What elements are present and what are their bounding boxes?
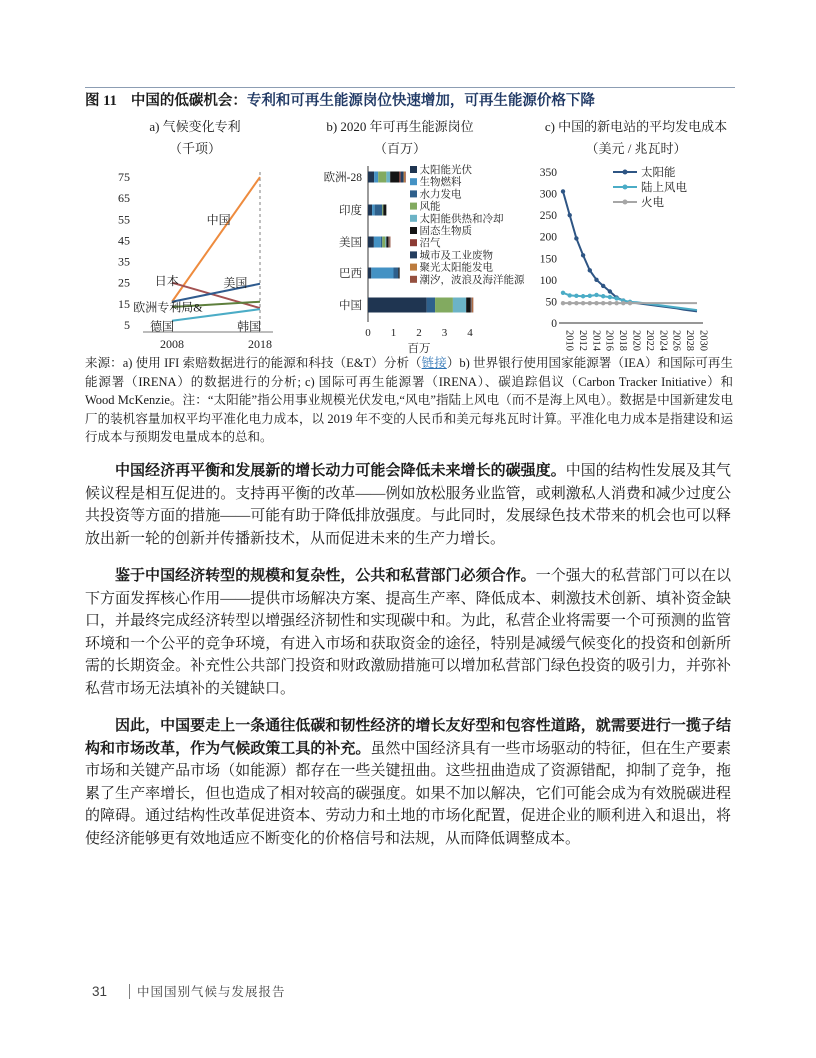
svg-text:2022: 2022 — [643, 330, 655, 351]
svg-text:55: 55 — [118, 212, 130, 227]
svg-text:2026: 2026 — [670, 330, 682, 351]
svg-text:固态生物质: 固态生物质 — [419, 226, 472, 237]
svg-text:2012: 2012 — [576, 330, 588, 351]
svg-text:韩国: 韩国 — [237, 319, 262, 334]
svg-text:城市及工业废物: 城市及工业废物 — [419, 250, 493, 262]
svg-text:美国: 美国 — [223, 275, 248, 290]
footer-divider — [129, 984, 130, 999]
svg-text:50: 50 — [545, 296, 557, 309]
figure-title-black: 中国的低碳机会： — [130, 93, 247, 109]
svg-text:35: 35 — [118, 254, 130, 269]
svg-text:聚光太阳能发电: 聚光太阳能发电 — [419, 262, 493, 274]
svg-text:25: 25 — [118, 275, 130, 290]
svg-text:2010: 2010 — [563, 330, 575, 351]
svg-text:0: 0 — [551, 318, 557, 330]
svg-text:火电: 火电 — [641, 197, 664, 209]
figure-label: 图 11 — [85, 93, 117, 109]
source-link[interactable]: 链接 — [421, 356, 447, 370]
svg-text:欧洲专利局&: 欧洲专利局& — [133, 300, 203, 315]
source-note — [85, 354, 733, 447]
svg-text:2018: 2018 — [617, 330, 629, 351]
svg-text:风能: 风能 — [419, 201, 441, 213]
generation-cost-line-chart — [525, 146, 737, 366]
page-number: 31 — [92, 983, 108, 999]
source-note-prefix: 来源：a) 使用 IFI 索赔数据进行的能源和科技（E&T）分析（ — [85, 356, 422, 370]
svg-text:潮汐，波浪及海洋能源: 潮汐，波浪及海洋能源 — [419, 274, 525, 286]
svg-text:3: 3 — [441, 327, 448, 339]
svg-text:欧洲-28: 欧洲-28 — [323, 172, 362, 184]
svg-text:2008: 2008 — [160, 337, 184, 351]
svg-text:350: 350 — [539, 167, 557, 179]
svg-text:300: 300 — [539, 188, 557, 201]
svg-text:陆上风电: 陆上风电 — [641, 182, 687, 194]
paragraph-1 — [85, 460, 731, 550]
svg-text:250: 250 — [539, 210, 557, 223]
svg-text:2030: 2030 — [697, 330, 709, 351]
figure-heading — [85, 92, 735, 110]
body-text — [85, 460, 731, 865]
svg-text:2014: 2014 — [590, 330, 602, 351]
svg-text:2024: 2024 — [657, 330, 669, 351]
svg-text:15: 15 — [118, 296, 130, 311]
chart-c-title-line: c) 中国的新电站的平均发电成本 — [544, 119, 728, 134]
paragraph-2-lead: 鉴于中国经济转型的规模和复杂性，公共和私营部门必须合作。 — [115, 568, 536, 584]
svg-text:45: 45 — [118, 233, 130, 248]
figure-title-blue: 专利和可再生能源岗位快速增加，可再生能源价格下降 — [246, 93, 595, 109]
paragraph-3-lead: 因此，中国要走上一条通往低碳和韧性经济的增长友好型和包容性道路，就需要进行一揽子结构和市场改革，作为气候政策工具的补充。 — [85, 718, 731, 757]
svg-text:2018: 2018 — [248, 337, 272, 351]
svg-text:日本: 日本 — [154, 274, 179, 289]
svg-text:美国: 美国 — [339, 237, 362, 249]
figure-11 — [85, 112, 735, 362]
page-footer — [92, 982, 286, 1000]
patents-line-chart — [85, 146, 315, 360]
paragraph-3 — [85, 715, 731, 850]
report-title: 中国国别气候与发展报告 — [137, 985, 286, 999]
svg-text:太阳能供热和冷却: 太阳能供热和冷却 — [419, 213, 504, 225]
svg-text:200: 200 — [539, 231, 557, 244]
svg-text:100: 100 — [539, 274, 557, 287]
svg-text:中国: 中国 — [206, 212, 231, 227]
svg-text:中国: 中国 — [339, 300, 362, 312]
svg-text:2: 2 — [416, 327, 422, 339]
paragraph-2-body: 一个强大的私营部门可以在以下方面发挥核心作用——提供市场解决方案、提高生产率、降低成本、刺激技术创新、填补资金缺口，并最终完成经济转型以增强经济韧性和实现碳中和。为此，私营企业将需要一个可预测的监管环境和一个公平的竞争环境，有进入市场和获取资金的途径，特别是减缓气候变化的投资和创新所需的长期资金。补充性公共部门投资和财政激励措施可以增加私营部门绿色投资的吸引力，并弥补私营市场无法填补的关键缺口。 — [85, 568, 731, 697]
svg-text:巴西: 巴西 — [339, 268, 362, 280]
svg-text:百万: 百万 — [407, 343, 431, 355]
paragraph-1-lead: 中国经济再平衡和发展新的增长动力可能会降低未来增长的碳强度。 — [115, 463, 566, 479]
svg-text:生物燃料: 生物燃料 — [419, 177, 462, 189]
svg-text:1: 1 — [390, 327, 397, 339]
chart-c-unit: （美元 / 兆瓦时） — [585, 141, 687, 156]
svg-text:沼气: 沼气 — [419, 238, 441, 250]
chart-b-title-line: b) 2020 年可再生能源岗位 — [326, 119, 474, 134]
svg-text:印度: 印度 — [339, 205, 362, 217]
chart-b-unit: （百万） — [373, 141, 426, 156]
svg-text:0: 0 — [365, 327, 371, 339]
paragraph-3-body: 虽然中国经济具有一些市场驱动的特征，但在生产要素市场和关键产品市场（如能源）都存在一些关键扭曲。这些扭曲造成了资源错配，抑制了竞争，拖累了生产率增长，但也造成了相对较高的碳强度。如果不加以解决，它们可能会成为有效脱碳进程的障碍。通过结构性改革促进资本、劳动力和土地的市场化配置，促进企业的顺利进入和退出，将使经济能够更有效地适应不断变化的价格信号和法规，从而降低调整成本。 — [85, 740, 731, 847]
svg-text:德国: 德国 — [150, 319, 175, 334]
source-note-suffix: ）b) 世界银行使用国家能源署（IEA）和国际可再生能源署（IRENA）的数据进行的分析; c) 国际可再生能源署（IRENA）、碳追踪倡议（Carbon Tracker Initiative）和 Wood McKenzie。注：“太阳能”指公用事业规模光伏发电,“风电”指陆上风电（而不是海上风电）。数据是中国新建发电厂的装机容量加权平均平准化电力成本，以 2019 年不变的人民币和美元每兆瓦时计算。平准化电力成本是指建设和运行成本与预期发电量成本的总和。 — [85, 356, 733, 444]
top-divider — [85, 87, 735, 88]
svg-text:2020: 2020 — [630, 330, 642, 351]
svg-text:5: 5 — [124, 318, 130, 332]
svg-text:150: 150 — [539, 253, 557, 266]
svg-text:2016: 2016 — [603, 330, 615, 351]
svg-text:2028: 2028 — [684, 330, 696, 351]
svg-text:4: 4 — [467, 327, 473, 339]
svg-text:65: 65 — [118, 191, 130, 206]
paragraph-1-body: 中国的结构性发展及其气候议程是相互促进的。支持再平衡的改革——例如放松服务业监管，或刺激私人消费和减少过度公共投资等方面的措施——可能有助于降低排放强度。与此同时，发展绿色技术带来的机会也可以释放出新一轮的创新并传播新技术，从而促进未来的生产力增长。 — [85, 463, 731, 547]
svg-text:水力发电: 水力发电 — [419, 189, 462, 201]
svg-text:太阳能光伏: 太阳能光伏 — [419, 165, 472, 176]
paragraph-2 — [85, 565, 731, 700]
svg-text:75: 75 — [118, 170, 130, 185]
chart-a-unit: （千项） — [168, 141, 221, 156]
svg-text:太阳能: 太阳能 — [641, 167, 676, 179]
chart-a-title-line: a) 气候变化专利 — [149, 119, 241, 134]
